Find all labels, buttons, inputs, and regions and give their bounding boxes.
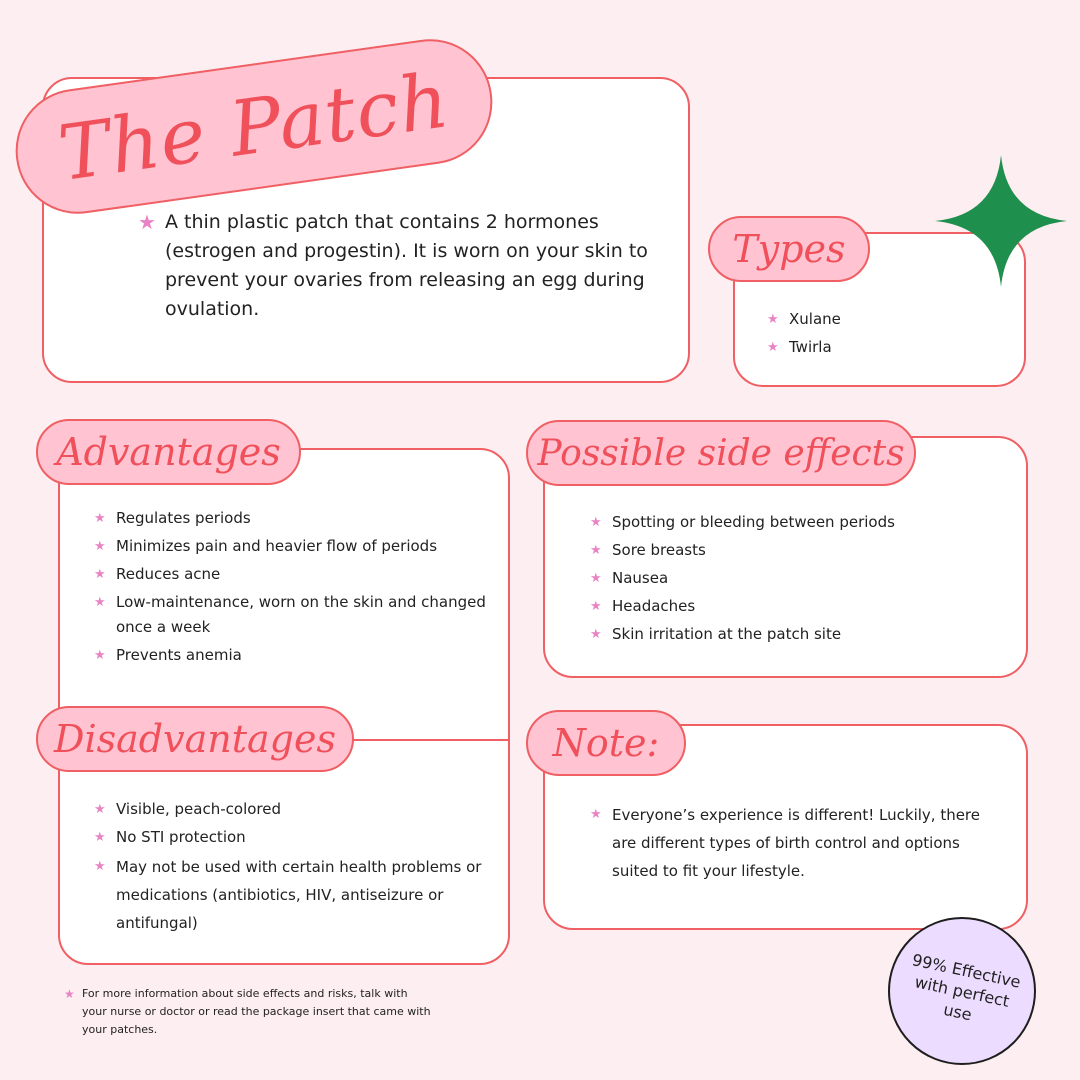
side-effects-list bbox=[590, 510, 1010, 650]
list-item: ★ No STI protection bbox=[94, 825, 489, 850]
star-bullet-icon: ★ bbox=[767, 340, 779, 355]
list-item: ★ May not be used with certain health problems or medications (antibiotics, HIV, antiseizure or antifungal) bbox=[94, 853, 489, 937]
star-bullet-icon: ★ bbox=[94, 830, 106, 845]
star-bullet-icon: ★ bbox=[94, 567, 106, 582]
list-item: ★ Low-maintenance, worn on the skin and changed once a week bbox=[94, 590, 489, 640]
note-heading-pill bbox=[526, 710, 686, 776]
sparkle-star-icon bbox=[935, 155, 1067, 287]
list-item: ★ Sore breasts bbox=[590, 538, 1010, 563]
disadvantages-heading-pill bbox=[36, 706, 354, 772]
star-bullet-icon: ★ bbox=[94, 511, 106, 526]
star-bullet-icon: ★ bbox=[138, 210, 156, 234]
side-effects-heading-pill bbox=[526, 420, 916, 486]
list-item: ★ Xulane bbox=[767, 307, 987, 332]
types-heading: Types bbox=[732, 227, 846, 271]
list-item: ★ Spotting or bleeding between periods bbox=[590, 510, 1010, 535]
effectiveness-badge bbox=[888, 917, 1036, 1065]
intro-text: A thin plastic patch that contains 2 hormones (estrogen and progestin). It is worn on your skin to prevent your ovaries from releasing an egg during ovulation. bbox=[165, 211, 648, 320]
star-bullet-icon: ★ bbox=[767, 312, 779, 327]
types-heading-pill bbox=[708, 216, 870, 282]
list-item: ★ Visible, peach-colored bbox=[94, 797, 489, 822]
note-block bbox=[590, 801, 990, 885]
star-bullet-icon: ★ bbox=[590, 599, 602, 614]
list-item: ★ Nausea bbox=[590, 566, 1010, 591]
star-bullet-icon: ★ bbox=[590, 627, 602, 642]
star-bullet-icon: ★ bbox=[590, 515, 602, 530]
list-item: ★ Minimizes pain and heavier flow of periods bbox=[94, 534, 489, 559]
list-item: ★ Twirla bbox=[767, 335, 987, 360]
types-list bbox=[767, 307, 987, 363]
side-effects-heading: Possible side effects bbox=[537, 432, 905, 474]
list-item: ★ Regulates periods bbox=[94, 506, 489, 531]
star-bullet-icon: ★ bbox=[64, 987, 75, 1001]
footnote-text: For more information about side effects and risks, talk with your nurse or doctor or read the package insert that came with your patches. bbox=[82, 987, 431, 1036]
star-bullet-icon: ★ bbox=[94, 595, 106, 610]
list-item: ★ Skin irritation at the patch site bbox=[590, 622, 1010, 647]
list-item: ★ Prevents anemia bbox=[94, 643, 489, 668]
advantages-heading: Advantages bbox=[56, 430, 281, 474]
note-heading: Note: bbox=[552, 721, 660, 765]
footnote-block bbox=[64, 985, 434, 1039]
advantages-list bbox=[94, 506, 489, 671]
disadvantages-list bbox=[94, 797, 489, 940]
star-bullet-icon: ★ bbox=[94, 648, 106, 663]
list-item: ★ Headaches bbox=[590, 594, 1010, 619]
list-item: ★ Reduces acne bbox=[94, 562, 489, 587]
note-text: Everyone’s experience is different! Luckily, there are different types of birth control and options suited to fit your lifestyle. bbox=[612, 806, 980, 880]
advantages-heading-pill bbox=[36, 419, 301, 485]
star-bullet-icon: ★ bbox=[94, 539, 106, 554]
star-bullet-icon: ★ bbox=[94, 802, 106, 817]
section-divider bbox=[350, 739, 510, 741]
star-bullet-icon: ★ bbox=[590, 543, 602, 558]
page-title: The Patch bbox=[53, 55, 455, 198]
intro-text-block bbox=[138, 208, 658, 324]
effectiveness-text: 99% Effective with perfect use bbox=[910, 949, 1023, 1024]
disadvantages-heading: Disadvantages bbox=[54, 717, 336, 761]
star-bullet-icon: ★ bbox=[590, 807, 602, 822]
star-bullet-icon: ★ bbox=[590, 571, 602, 586]
star-bullet-icon: ★ bbox=[94, 859, 106, 874]
